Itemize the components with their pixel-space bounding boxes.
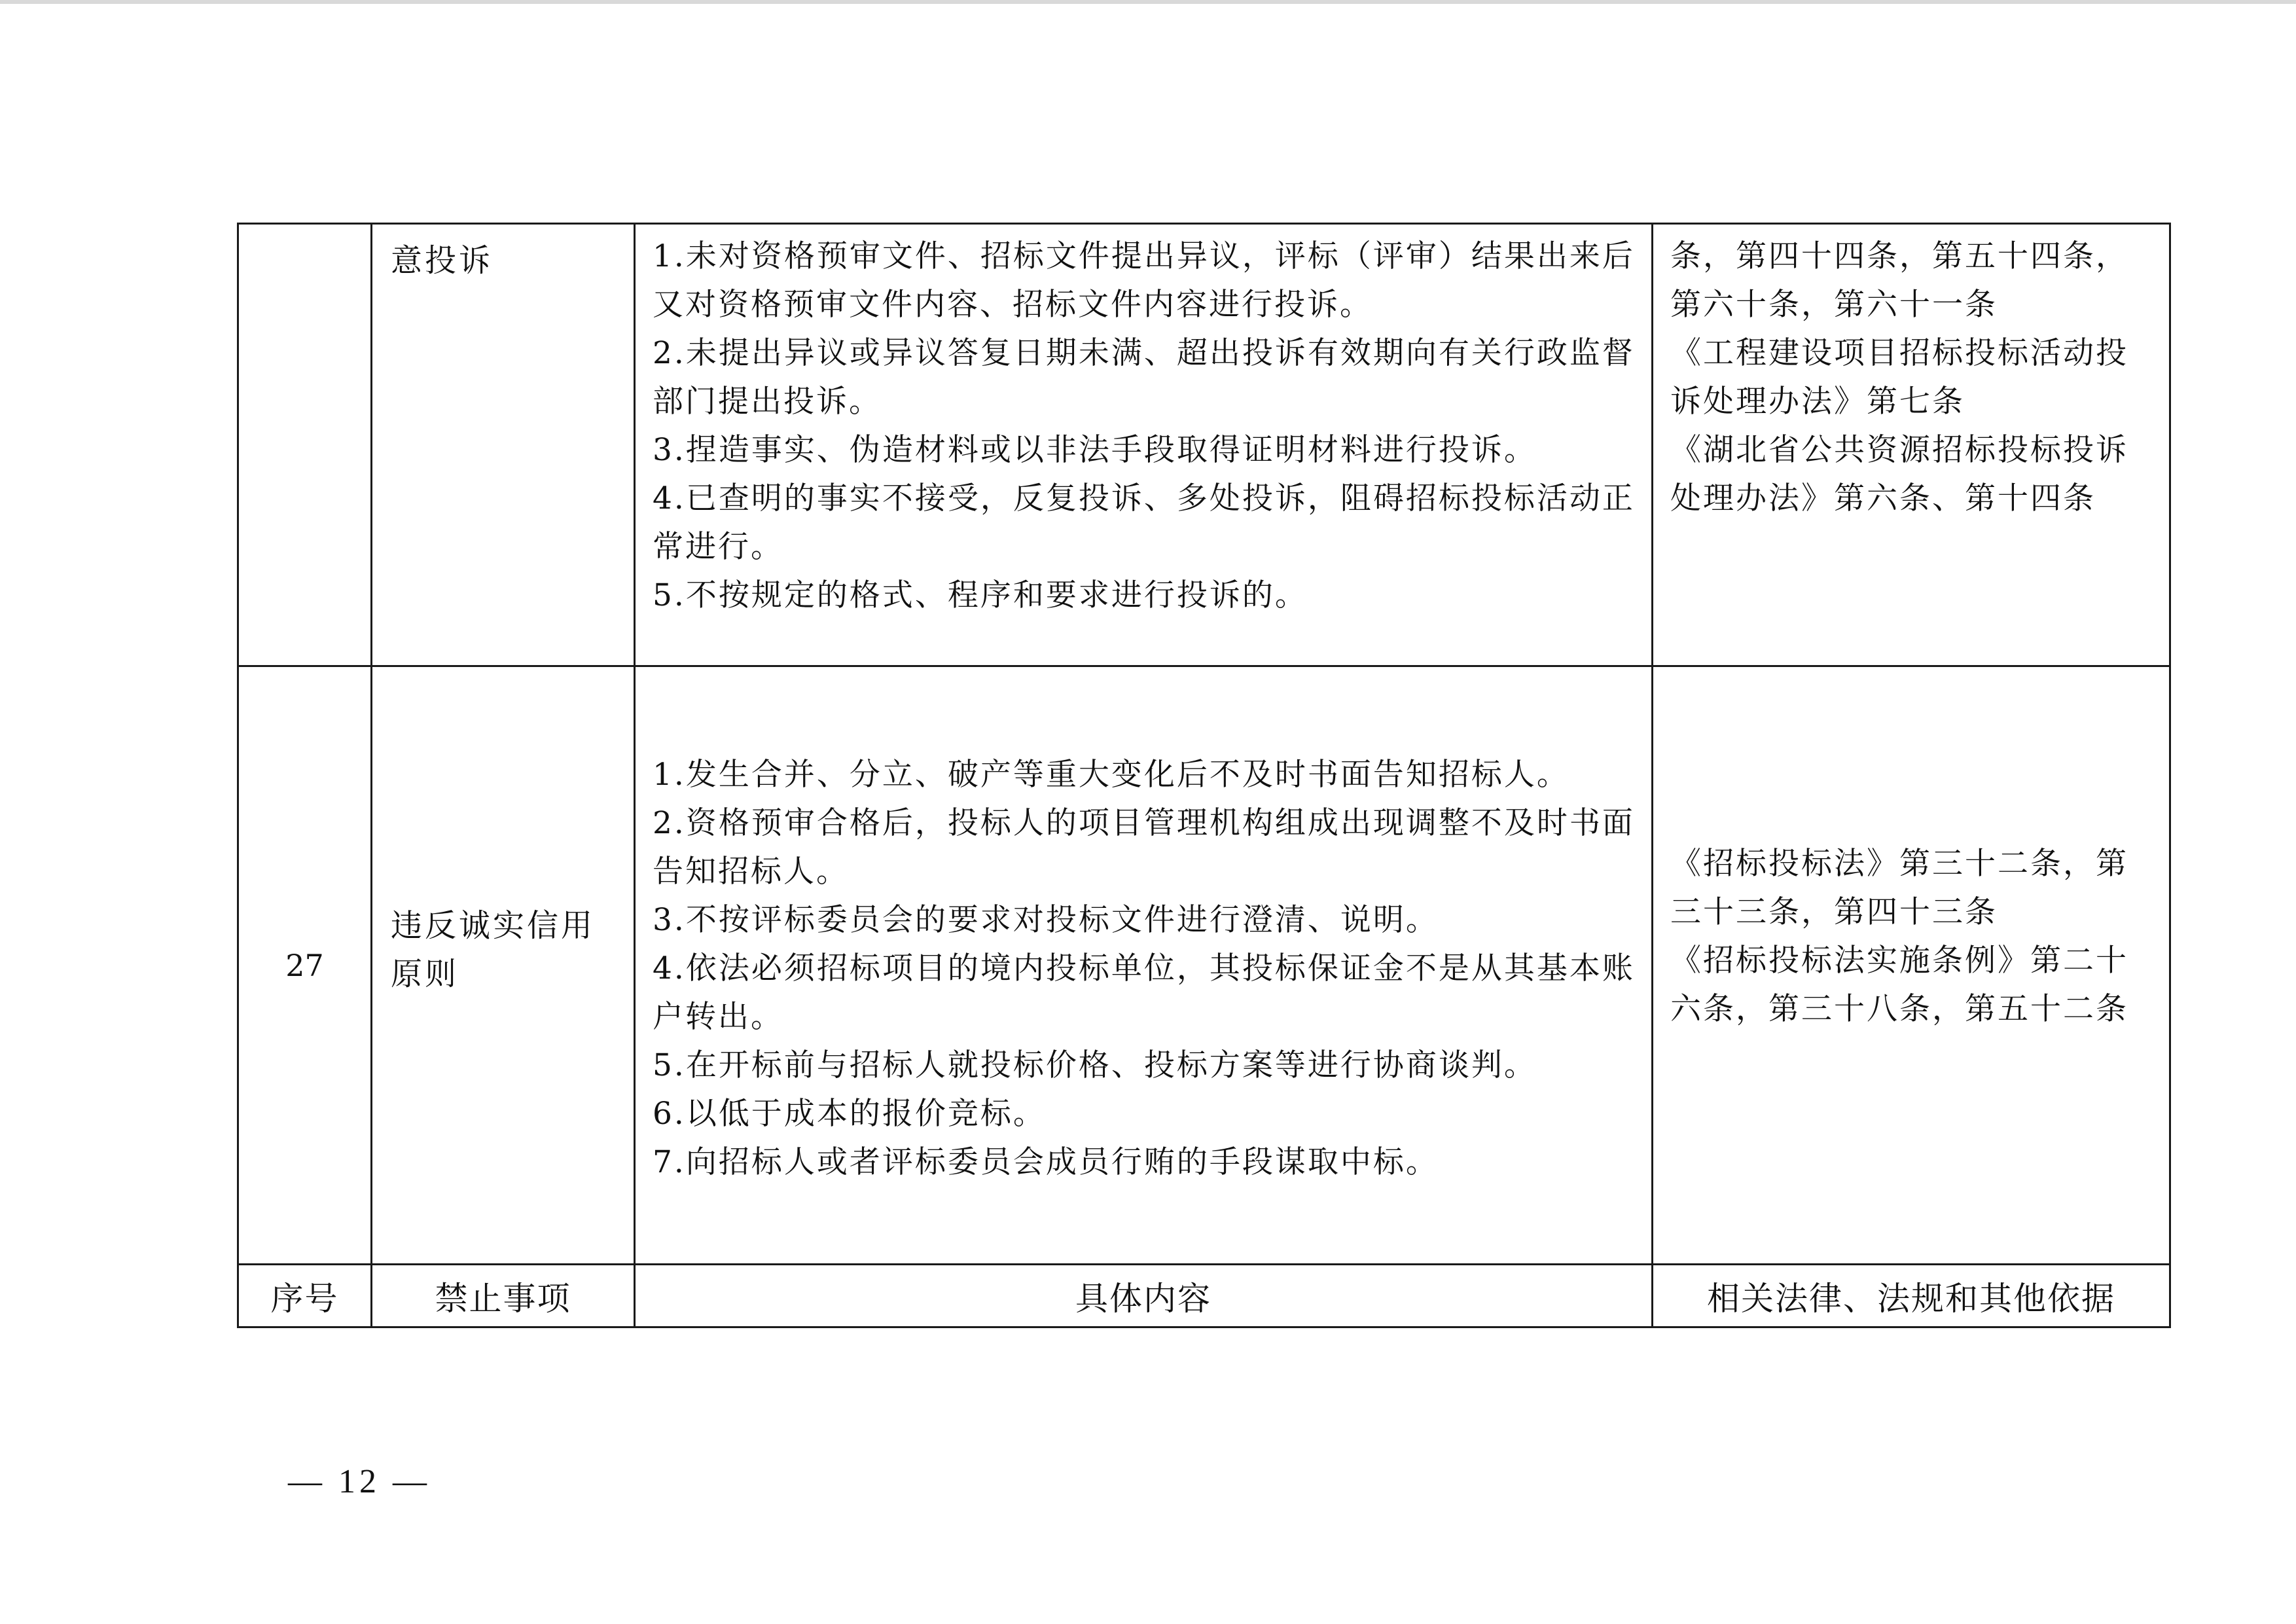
row-number-cell: 27	[238, 666, 372, 1265]
basis-text	[1653, 225, 2169, 523]
content-cell	[635, 224, 1653, 666]
table-row	[238, 224, 2170, 666]
content-line: 1.发生合并、分立、破产等重大变化后不及时书面告知招标人。	[653, 757, 1570, 793]
content-line: 2.资格预审合格后，投标人的项目管理机构组成出现调整不及时书面告知招标人。	[653, 805, 1635, 890]
prohibited-item-text: 违反诚实信用原则	[391, 907, 596, 992]
content-line: 1.未对资格预审文件、招标文件提出异议，评标（评审）结果出来后又对资格预审文件内容、招标文件内容进行投诉。	[653, 238, 1635, 323]
content-text	[636, 225, 1651, 620]
content-line: 6.以低于成本的报价竞标。	[653, 1096, 1046, 1132]
basis-line: 条，第四十四条，第五十四条，第六十条，第六十一条	[1670, 238, 2128, 323]
header-no: 序号	[238, 1265, 372, 1327]
prohibited-item-cell	[372, 224, 635, 666]
content-line: 3.不按评标委员会的要求对投标文件进行澄清、说明。	[653, 902, 1439, 938]
basis-cell	[1653, 666, 2170, 1265]
header-basis: 相关法律、法规和其他依据	[1653, 1265, 2170, 1327]
content-cell	[635, 666, 1653, 1265]
basis-line: 《招标投标法》第三十二条，第三十三条，第四十三条	[1670, 846, 2128, 930]
header-item: 禁止事项	[372, 1265, 635, 1327]
row-number-cell	[238, 224, 372, 666]
basis-line: 《工程建设项目招标投标活动投诉处理办法》第七条	[1670, 335, 2128, 420]
basis-cell	[1653, 224, 2170, 666]
content-text	[636, 667, 1651, 1187]
table-header-row	[238, 1265, 2170, 1327]
table-row	[238, 666, 2170, 1265]
page-top-edge	[0, 0, 2296, 4]
prohibited-item-cell	[372, 666, 635, 1265]
content-line: 3.捏造事实、伪造材料或以非法手段取得证明材料进行投诉。	[653, 432, 1537, 468]
content-line: 7.向招标人或者评标委员会成员行贿的手段谋取中标。	[653, 1144, 1439, 1180]
basis-line: 《招标投标法实施条例》第二十六条，第三十八条，第五十二条	[1670, 943, 2128, 1027]
prohibited-items-table	[237, 223, 2171, 1328]
basis-text	[1653, 667, 2169, 1034]
content-line: 4.依法必须招标项目的境内投标单位，其投标保证金不是从其基本账户转出。	[653, 950, 1635, 1035]
content-line: 4.已查明的事实不接受，反复投诉、多处投诉，阻碍招标投标活动正常进行。	[653, 480, 1635, 565]
content-line: 5.不按规定的格式、程序和要求进行投诉的。	[653, 577, 1308, 613]
page-number: — 12 —	[288, 1463, 431, 1500]
header-content: 具体内容	[635, 1265, 1653, 1327]
prohibited-item-text: 意投诉	[391, 242, 493, 279]
basis-line: 《湖北省公共资源招标投标投诉处理办法》第六条、第十四条	[1670, 432, 2128, 516]
content-line: 2.未提出异议或异议答复日期未满、超出投诉有效期向有关行政监督部门提出投诉。	[653, 335, 1635, 420]
content-line: 5.在开标前与招标人就投标价格、投标方案等进行协商谈判。	[653, 1047, 1537, 1083]
